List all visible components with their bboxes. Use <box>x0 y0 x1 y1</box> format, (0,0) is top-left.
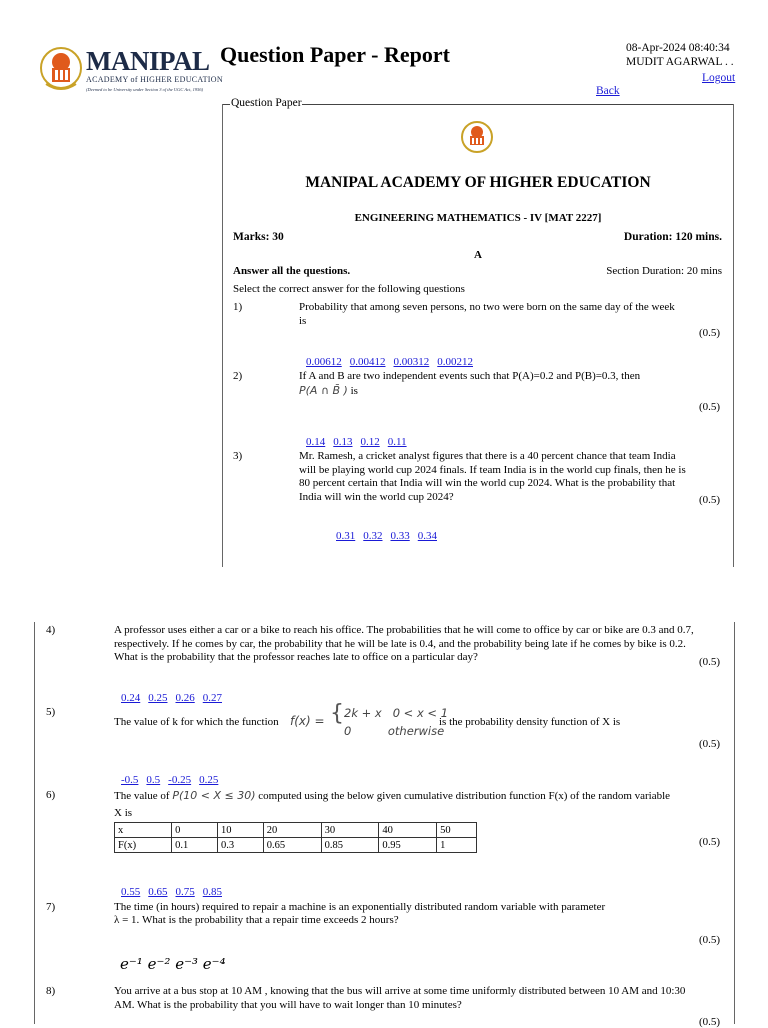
section-label: A <box>474 249 482 261</box>
answer-options <box>336 526 445 544</box>
question-marks: (0.5) <box>699 1016 721 1028</box>
option-link[interactable]: 0.24 <box>121 692 141 704</box>
page-border <box>34 622 35 1024</box>
option-link[interactable]: -0.25 <box>168 774 192 786</box>
page-title: Question Paper - Report <box>220 42 450 67</box>
table-cell: 30 <box>321 823 379 838</box>
option-link[interactable]: 0.00212 <box>437 356 473 368</box>
option-link[interactable]: 0.26 <box>175 692 195 704</box>
table-cell: 40 <box>379 823 437 838</box>
option-link[interactable]: 0.14 <box>306 436 326 448</box>
fieldset-border <box>302 104 734 105</box>
option-link[interactable]: 0.75 <box>175 886 195 898</box>
question-number: 3) <box>233 450 243 462</box>
table-cell: 0.95 <box>379 838 437 853</box>
question-marks: (0.5) <box>699 656 721 668</box>
option-link[interactable]: 0.85 <box>202 886 222 898</box>
question-number: 6) <box>46 789 56 801</box>
option-text[interactable]: e⁻³ <box>175 955 198 973</box>
option-link[interactable]: 0.00612 <box>306 356 342 368</box>
question-text: The value of <box>114 790 170 802</box>
question-text-after: X is <box>114 807 133 819</box>
answer-options <box>306 352 481 370</box>
exam-duration: Duration: 120 mins. <box>623 231 722 243</box>
question-text: If A and B are two independent events such that P(A)=0.2 and P(B)=0.3, then <box>299 370 641 382</box>
question-number: 7) <box>46 901 56 913</box>
piecewise-case-1: 2k + x 0 < x < 1 <box>344 706 449 720</box>
option-link[interactable]: 0.25 <box>148 692 168 704</box>
option-link[interactable]: 0.32 <box>363 530 383 542</box>
question-number: 8) <box>46 985 56 997</box>
table-cell: 50 <box>437 823 477 838</box>
question-formula-line <box>299 384 358 399</box>
math-formula: P(A ∩ B̄ ) <box>299 384 348 397</box>
question-text: The time (in hours) required to repair a machine is an exponentially distributed random variable with parameter <box>114 901 606 913</box>
answer-options <box>121 688 230 706</box>
course-title: ENGINEERING MATHEMATICS - IV [MAT 2227] <box>354 212 602 224</box>
option-link[interactable]: 0.31 <box>336 530 356 542</box>
answer-options <box>121 770 226 788</box>
question-instructions: Select the correct answer for the following questions <box>233 283 465 295</box>
option-link[interactable]: 0.55 <box>121 886 141 898</box>
fieldset-border <box>222 104 230 105</box>
page-border <box>734 622 735 1024</box>
back-link[interactable]: Back <box>596 85 620 97</box>
table-cell: 0.65 <box>263 838 321 853</box>
instructions: Answer all the questions. <box>233 265 351 277</box>
option-text[interactable]: e⁻² <box>147 955 171 973</box>
option-link[interactable]: 0.12 <box>360 436 380 448</box>
question-marks: (0.5) <box>699 494 721 506</box>
table-cell: 0.3 <box>217 838 263 853</box>
question-text-after: λ = 1. What is the probability that a repair time exceeds 2 hours? <box>114 914 399 926</box>
report-timestamp: 08-Apr-2024 08:40:34 <box>626 42 730 54</box>
question-marks: (0.5) <box>699 401 721 413</box>
table-cell: 0.1 <box>172 838 218 853</box>
option-link[interactable]: 0.00412 <box>349 356 386 368</box>
question-text: A professor uses either a car or a bike to reach his office. The probabilities that he will come to office by car or bike are 0.3 and 0.7, respectively. If he comes by car, the probability that he will be late is 0.4, and the probability being late if he comes by bike is 0.2. What is the probability that the professor reaches late to office on a particular day? <box>114 624 694 663</box>
table-cell: F(x) <box>115 838 172 853</box>
question-number: 1) <box>233 301 243 313</box>
question-number: 5) <box>46 706 56 718</box>
answer-options <box>121 882 230 900</box>
logo-wordmark: MANIPAL <box>86 46 210 76</box>
table-row <box>115 838 477 853</box>
table-cell: 0.85 <box>321 838 379 853</box>
math-formula: f(x) = <box>290 714 325 728</box>
logout-link[interactable]: Logout <box>702 72 736 84</box>
option-link[interactable]: 0.25 <box>199 774 219 786</box>
option-link[interactable]: 0.33 <box>390 530 410 542</box>
piecewise-case-2: 0 otherwise <box>344 724 445 738</box>
logo-subtitle: ACADEMY of HIGHER EDUCATION <box>86 75 223 84</box>
question-text-after: is the probability density function of X is <box>439 716 621 728</box>
option-text[interactable]: e⁻⁴ <box>202 955 226 973</box>
total-marks: Marks: 30 <box>233 231 284 243</box>
option-link[interactable]: 0.13 <box>333 436 353 448</box>
question-number: 4) <box>46 624 56 636</box>
option-link[interactable]: 0.00312 <box>393 356 430 368</box>
table-cell: 20 <box>263 823 321 838</box>
user-name: MUDIT AGARWAL . . <box>626 56 734 68</box>
institution-emblem-icon <box>460 120 494 154</box>
math-formula: P(10 < X ≤ 30) <box>172 789 256 802</box>
table-cell: x <box>115 823 172 838</box>
manipal-logo-icon <box>38 44 84 94</box>
question-text-after: computed using the below given cumulative distribution function F(x) of the random variable <box>258 790 671 802</box>
table-cell: 0 <box>172 823 218 838</box>
option-link[interactable]: 0.5 <box>146 774 161 786</box>
brace-icon: { <box>330 701 344 726</box>
section-duration: Section Duration: 20 mins <box>606 265 722 277</box>
table-cell: 10 <box>217 823 263 838</box>
fieldset-legend: Question Paper <box>231 97 302 109</box>
table-row <box>115 823 477 838</box>
option-link[interactable]: 0.65 <box>148 886 168 898</box>
question-text-line <box>114 789 670 804</box>
logo-tagline: (Deemed to be University under Section 3 of the UGC Act, 1956) <box>86 87 204 92</box>
option-link[interactable]: 0.34 <box>417 530 437 542</box>
question-marks: (0.5) <box>699 836 721 848</box>
question-text: Mr. Ramesh, a cricket analyst figures that there is a 40 percent chance that team India will be playing world cup 2024 finals. If team India is in the world cup finals, then he is 80 percent certain that India will win the world cup 2024. What is the probability that India will win the world cup 2024? <box>299 450 686 503</box>
answer-options <box>120 955 226 973</box>
question-text: Probability that among seven persons, no two were born on the same day of the week is <box>299 301 675 327</box>
option-text[interactable]: e⁻¹ <box>120 955 143 973</box>
question-marks: (0.5) <box>699 934 721 946</box>
question-number: 2) <box>233 370 243 382</box>
answer-options <box>306 432 415 450</box>
option-link[interactable]: 0.27 <box>202 692 222 704</box>
question-marks: (0.5) <box>699 738 721 750</box>
question-text: You arrive at a bus stop at 10 AM , knowing that the bus will arrive at some time uniformly distributed between 10 AM and 10:30 AM. What is the probability that you will have to wait longer than 10 minutes? <box>114 985 686 1011</box>
option-link[interactable]: 0.11 <box>387 436 407 448</box>
cdf-table <box>114 822 477 853</box>
institution-title: MANIPAL ACADEMY OF HIGHER EDUCATION <box>305 174 651 191</box>
question-marks: (0.5) <box>699 327 721 339</box>
question-text-after: is <box>347 385 358 397</box>
option-link[interactable]: -0.5 <box>121 774 139 786</box>
table-cell: 1 <box>437 838 477 853</box>
question-text: The value of k for which the function <box>114 716 279 728</box>
